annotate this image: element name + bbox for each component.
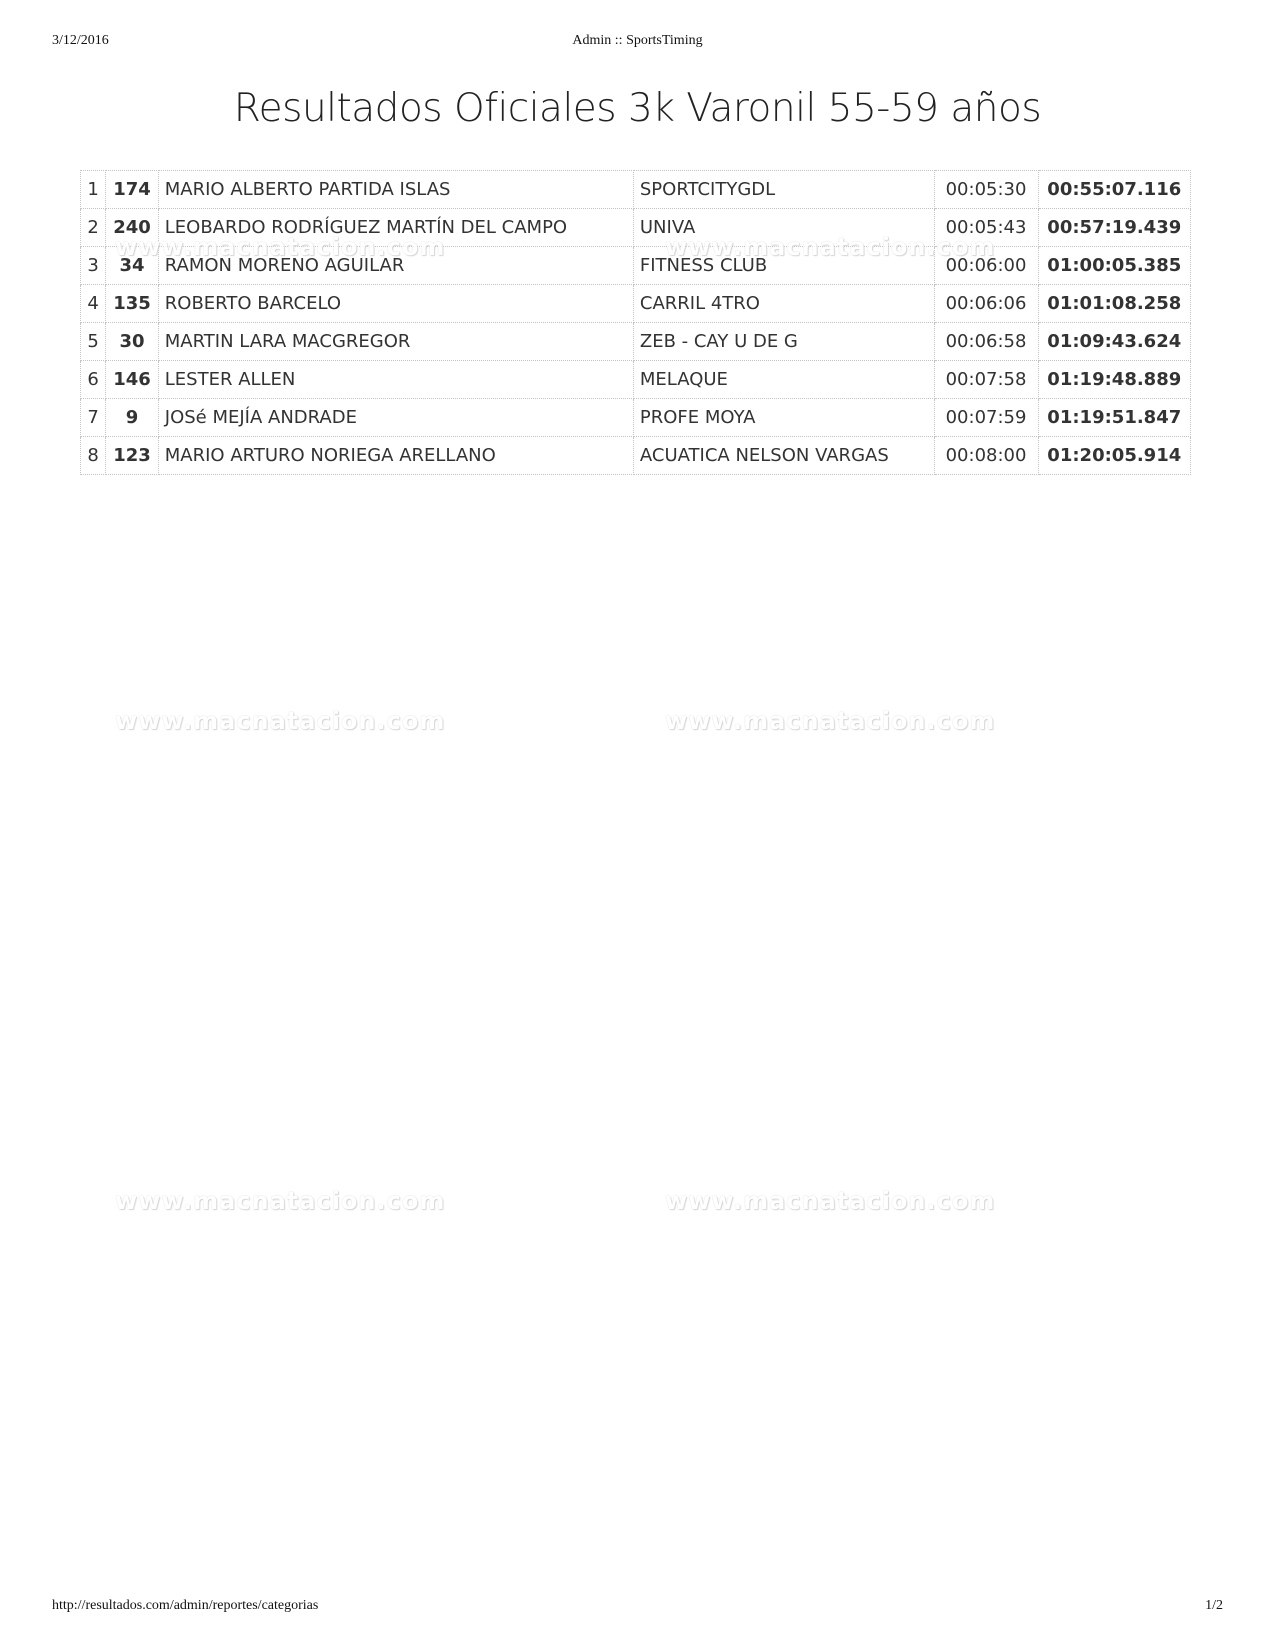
result-pace: 00:06:58 bbox=[934, 323, 1038, 361]
result-bib-number: 135 bbox=[106, 285, 159, 323]
result-pace: 00:08:00 bbox=[934, 437, 1038, 475]
result-pace: 00:05:43 bbox=[934, 209, 1038, 247]
table-row bbox=[81, 209, 1191, 247]
result-athlete-name: MARIO ALBERTO PARTIDA ISLAS bbox=[158, 171, 633, 209]
result-position: 3 bbox=[81, 247, 106, 285]
result-club: ZEB - CAY U DE G bbox=[633, 323, 934, 361]
result-club: ACUATICA NELSON VARGAS bbox=[633, 437, 934, 475]
result-athlete-name: JOSé MEJÍA ANDRADE bbox=[158, 399, 633, 437]
result-bib-number: 123 bbox=[106, 437, 159, 475]
watermark: www.macnatacion.com bbox=[115, 707, 446, 735]
result-pace: 00:07:59 bbox=[934, 399, 1038, 437]
result-position: 7 bbox=[81, 399, 106, 437]
watermark: www.macnatacion.com bbox=[115, 233, 446, 261]
print-url: http://resultados.com/admin/reportes/categorias bbox=[52, 1598, 319, 1613]
result-pace: 00:07:58 bbox=[934, 361, 1038, 399]
result-club: CARRIL 4TRO bbox=[633, 285, 934, 323]
result-position: 6 bbox=[81, 361, 106, 399]
result-club: PROFE MOYA bbox=[633, 399, 934, 437]
result-club: MELAQUE bbox=[633, 361, 934, 399]
result-athlete-name: LESTER ALLEN bbox=[158, 361, 633, 399]
print-page-number: 1/2 bbox=[1205, 1598, 1223, 1613]
result-position: 2 bbox=[81, 209, 106, 247]
table-row bbox=[81, 361, 1191, 399]
result-total-time: 01:19:48.889 bbox=[1038, 361, 1190, 399]
result-athlete-name: MARIO ARTURO NORIEGA ARELLANO bbox=[158, 437, 633, 475]
result-athlete-name: RAMON MORENO AGUILAR bbox=[158, 247, 633, 285]
result-club: UNIVA bbox=[633, 209, 934, 247]
table-row bbox=[81, 399, 1191, 437]
report-title: Resultados Oficiales 3k Varonil 55-59 años bbox=[233, 86, 1042, 131]
result-total-time: 01:09:43.624 bbox=[1038, 323, 1190, 361]
table-row bbox=[81, 285, 1191, 323]
result-athlete-name: LEOBARDO RODRÍGUEZ MARTÍN DEL CAMPO bbox=[158, 209, 633, 247]
table-row bbox=[81, 437, 1191, 475]
watermark: www.macnatacion.com bbox=[115, 1187, 446, 1215]
print-date: 3/12/2016 bbox=[52, 33, 109, 48]
result-position: 8 bbox=[81, 437, 106, 475]
results-table bbox=[80, 170, 1191, 475]
result-bib-number: 34 bbox=[106, 247, 159, 285]
result-bib-number: 30 bbox=[106, 323, 159, 361]
result-total-time: 01:01:08.258 bbox=[1038, 285, 1190, 323]
watermark: www.macnatacion.com bbox=[665, 1187, 996, 1215]
result-position: 5 bbox=[81, 323, 106, 361]
result-total-time: 01:00:05.385 bbox=[1038, 247, 1190, 285]
result-bib-number: 240 bbox=[106, 209, 159, 247]
watermark: www.macnatacion.com bbox=[665, 233, 996, 261]
result-bib-number: 174 bbox=[106, 171, 159, 209]
results-table-body bbox=[81, 171, 1191, 475]
result-bib-number: 9 bbox=[106, 399, 159, 437]
result-total-time: 01:20:05.914 bbox=[1038, 437, 1190, 475]
result-athlete-name: MARTIN LARA MACGREGOR bbox=[158, 323, 633, 361]
watermark: www.macnatacion.com bbox=[665, 707, 996, 735]
result-position: 1 bbox=[81, 171, 106, 209]
table-row bbox=[81, 247, 1191, 285]
table-row bbox=[81, 171, 1191, 209]
result-bib-number: 146 bbox=[106, 361, 159, 399]
result-pace: 00:05:30 bbox=[934, 171, 1038, 209]
result-pace: 00:06:06 bbox=[934, 285, 1038, 323]
result-pace: 00:06:00 bbox=[934, 247, 1038, 285]
result-total-time: 01:19:51.847 bbox=[1038, 399, 1190, 437]
result-club: SPORTCITYGDL bbox=[633, 171, 934, 209]
result-total-time: 00:55:07.116 bbox=[1038, 171, 1190, 209]
result-athlete-name: ROBERTO BARCELO bbox=[158, 285, 633, 323]
result-club: FITNESS CLUB bbox=[633, 247, 934, 285]
print-page-title: Admin :: SportsTiming bbox=[572, 33, 703, 48]
result-total-time: 00:57:19.439 bbox=[1038, 209, 1190, 247]
table-row bbox=[81, 323, 1191, 361]
result-position: 4 bbox=[81, 285, 106, 323]
